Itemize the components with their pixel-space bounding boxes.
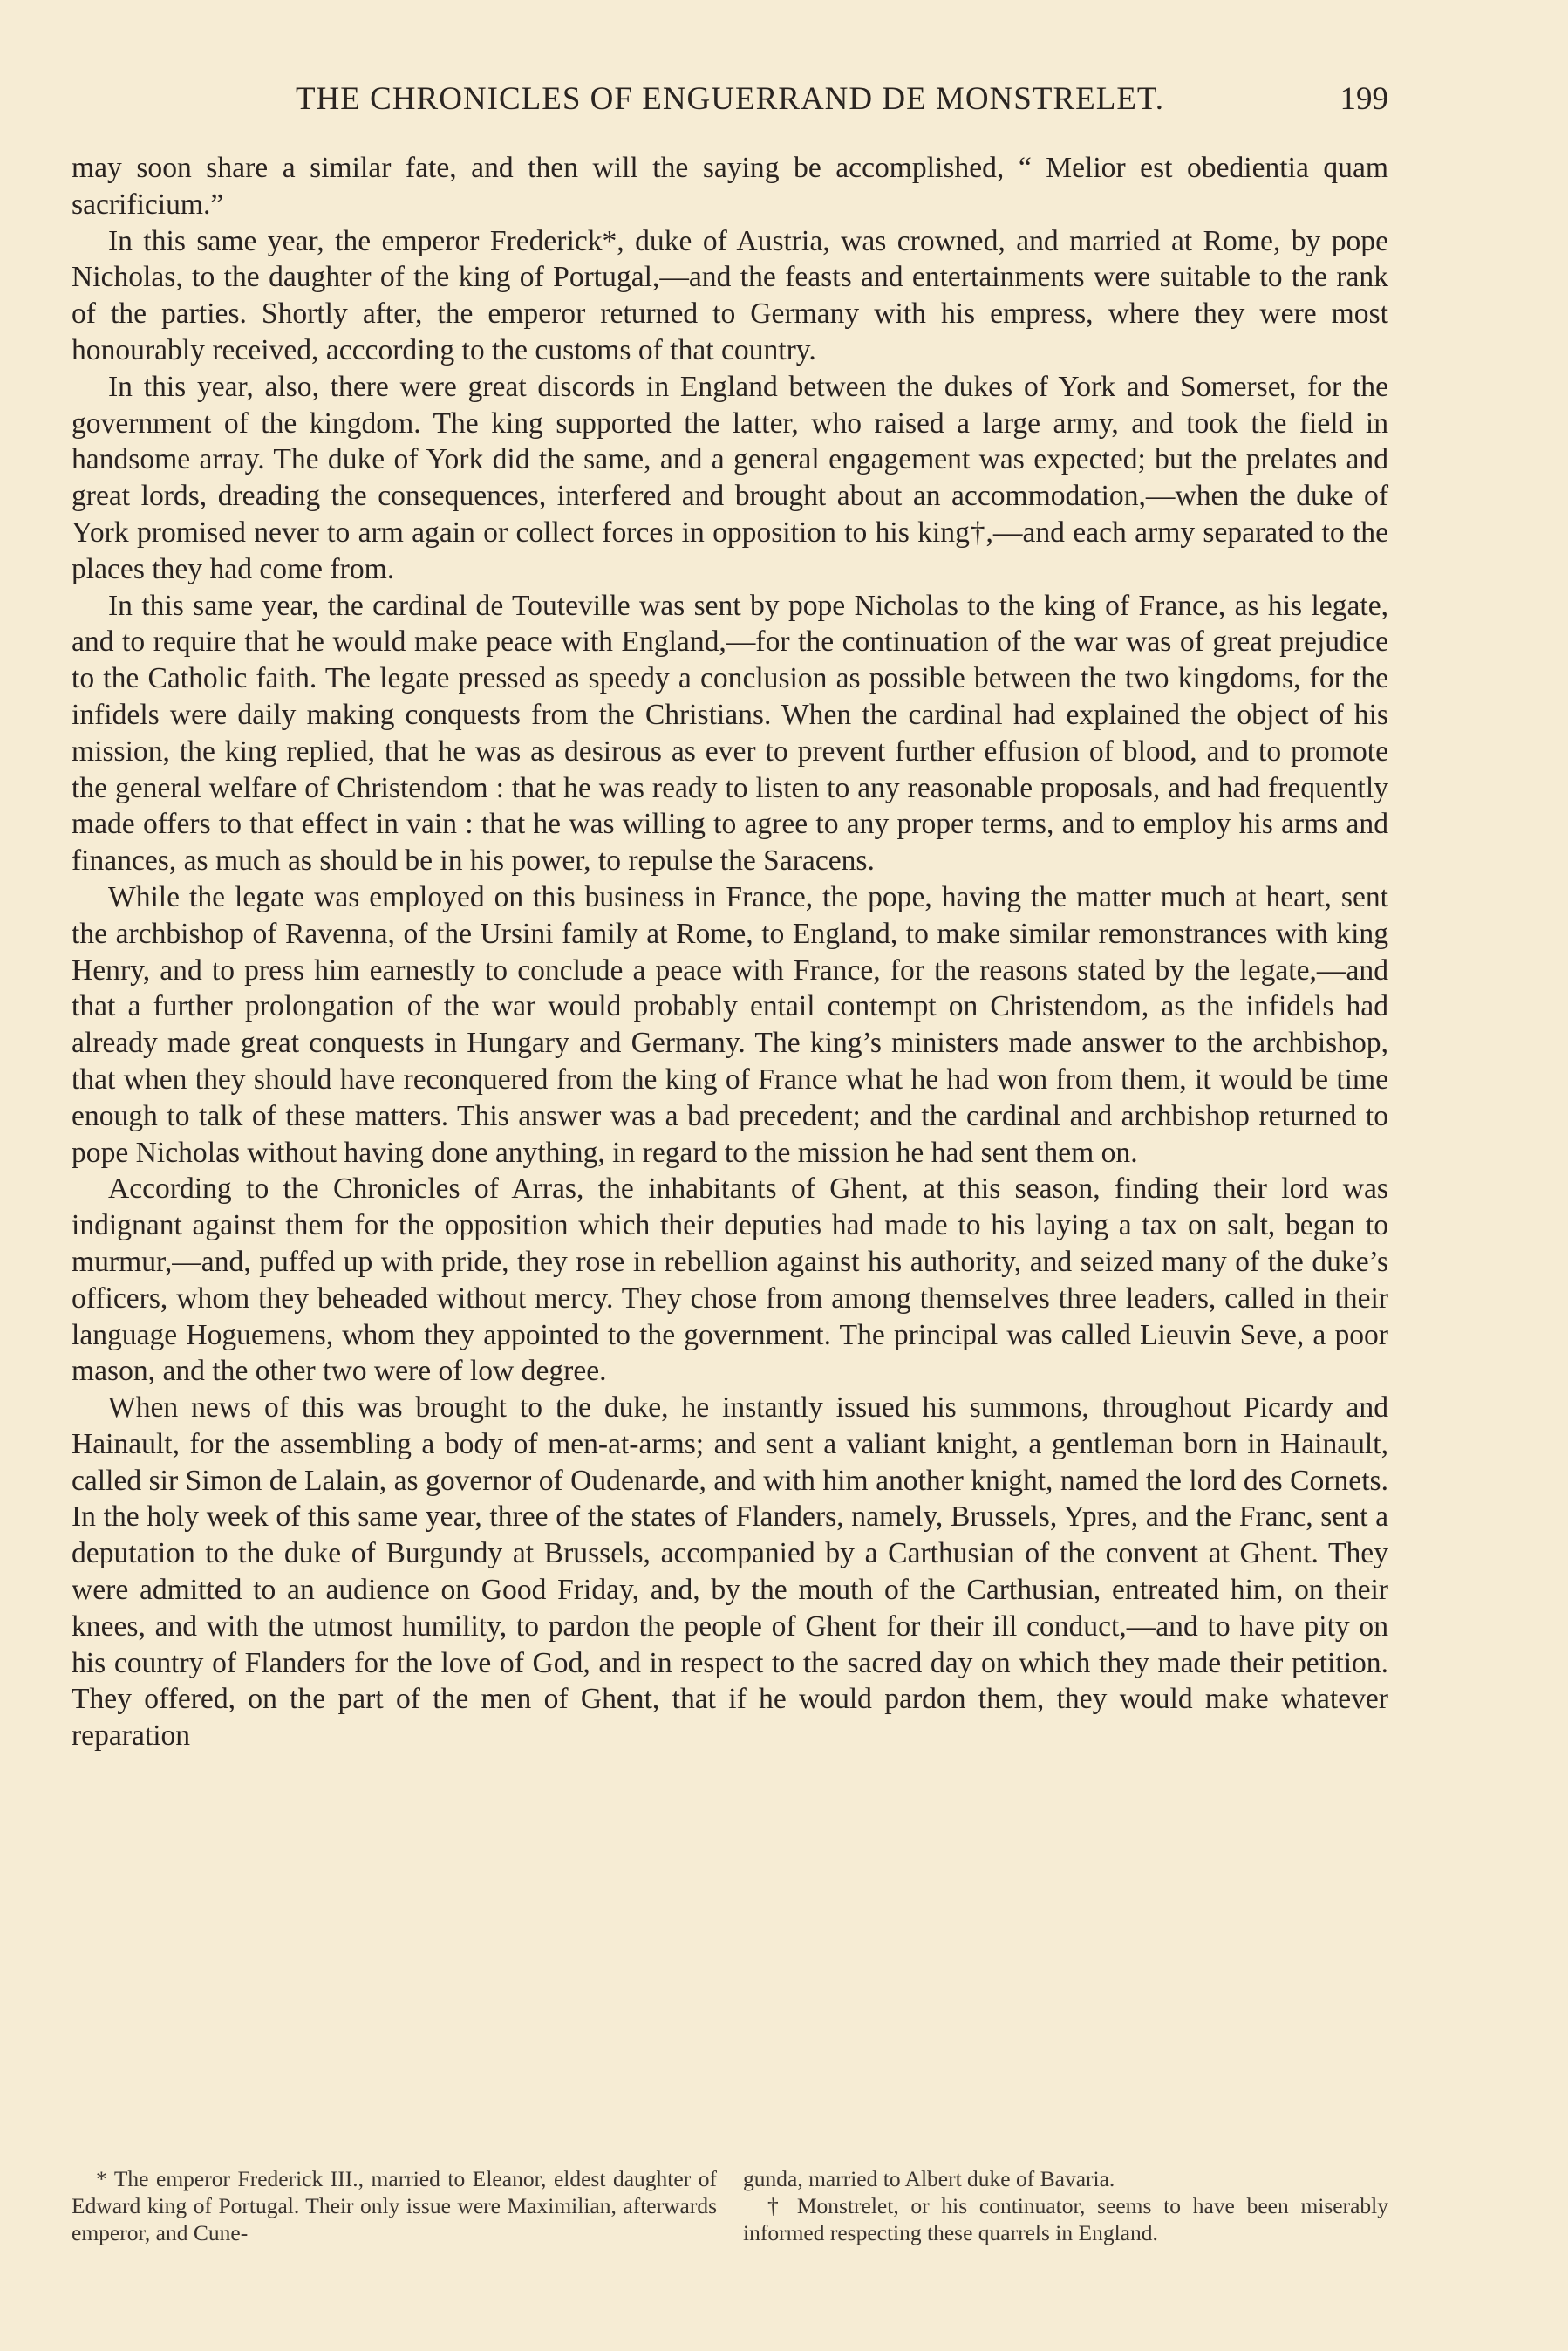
footnotes [72, 2165, 1388, 2246]
paragraph: In this year, also, there were great discords in England between the dukes of York and Somerset, for the government of the kingdom. The king supported the latter, who raised a large army, and took the field in handsome array. The duke of York did the same, and a general engagement was expected; but the prelates and great lords, dreading the consequences, interfered and brought about an accommodation,—when the duke of York promised never to arm again or collect forces in opposition to his king†,—and each army separated to the places they had come from. [72, 370, 1388, 585]
footnote-emperor-frederick: * The emperor Frederick III., married to Eleanor, eldest daughter of Edward king of Portugal. Their only issue were Maximilian, afterwards emperor, and Cune- [72, 2166, 717, 2245]
footnote-continuation: gunda, married to Albert duke of Bavaria. [743, 2166, 1115, 2191]
paragraph: While the legate was employed on this business in France, the pope, having the matter much at heart, sent the archbishop of Ravenna, of the Ursini family at Rome, to England, to make similar remonstrances with king Henry, and to press him earnestly to conclude a peace with France, for the reasons stated by the legate,—and that a further prolongation of the war would probably entail contempt on Christendom, as the infidels had already made great conquests in Hungary and Germany. The king’s ministers made answer to the archbishop, that when they should have reconquered from the king of France what he had won from them, it would be time enough to talk of these matters. This answer was a bad precedent; and the cardinal and archbishop returned to pope Nicholas without having done anything, in regard to the mission he had sent them on. [72, 880, 1388, 1169]
running-head: THE CHRONICLES OF ENGUERRAND DE MONSTRELET. [295, 81, 1165, 117]
body-text [72, 150, 1388, 1754]
paragraph: According to the Chronicles of Arras, the inhabitants of Ghent, at this season, finding their lord was indignant against them for the opposition which their deputies had made to his laying a tax on salt, began to murmur,—and, puffed up with pride, they rose in rebellion against his authority, and seized many of the duke’s officers, whom they beheaded without mercy. They chose from among themselves three leaders, called in their language Hoguemens, whom they appointed to the government. The principal was called Lieuvin Seve, a poor mason, and the other two were of low degree. [72, 1172, 1388, 1388]
footnote-monstrelet: † Monstrelet, or his continuator, seems to have been miserably informed respecting these quarrels in England. [743, 2193, 1388, 2245]
paragraph: may soon share a similar fate, and then will the saying be accomplished, “ Melior est obedientia quam sacrificium.” [72, 152, 1388, 221]
paragraph: When news of this was brought to the duke, he instantly issued his summons, throughout Picardy and Hainault, for the assembling a body of men-at-arms; and sent a valiant knight, a gentleman born in Hainault, called sir Simon de Lalain, as governor of Oudenarde, and with him another knight, named the lord des Cornets. In the holy week of this same year, three of the states of Flanders, namely, Brussels, Ypres, and the Franc, sent a deputation to the duke of Burgundy at Brussels, accompanied by a Carthusian of the convent at Ghent. They were admitted to an audience on Good Friday, and, by the mouth of the Carthusian, entreated him, on their knees, and with the utmost humility, to pardon the people of Ghent for their ill conduct,—and to have pity on his country of Flanders for the love of God, and in respect to the sacred day on which they made their petition. They offered, on the part of the men of Ghent, that if he would pardon them, they would make whatever reparation [72, 1391, 1388, 1753]
page-number: 199 [1340, 81, 1388, 117]
page-header [72, 80, 1388, 124]
footnote-column-left [72, 2165, 717, 2246]
footnote-column-right [743, 2165, 1388, 2246]
paragraph: In this same year, the emperor Frederick*, duke of Austria, was crowned, and married at Rome, by pope Nicholas, to the daughter of the king of Portugal,—and the feasts and entertainments were suitable to the rank of the parties. Shortly after, the emperor returned to Germany with his empress, where they were most honourably received, acccording to the customs of that country. [72, 224, 1388, 366]
paragraph: In this same year, the cardinal de Touteville was sent by pope Nicholas to the king of France, as his legate, and to require that he would make peace with England,—for the continuation of the war was of great prejudice to the Catholic faith. The legate pressed as speedy a conclusion as possible between the two kingdoms, for the infidels were daily making conquests from the Christians. When the cardinal had explained the object of his mission, the king replied, that he was as desirous as ever to prevent further effusion of blood, and to promote the general welfare of Christendom : that he was ready to listen to any reasonable proposals, and had frequently made offers to that effect in vain : that he was willing to agree to any proper terms, and to employ his arms and finances, as much as should be in his power, to repulse the Saracens. [72, 589, 1388, 878]
